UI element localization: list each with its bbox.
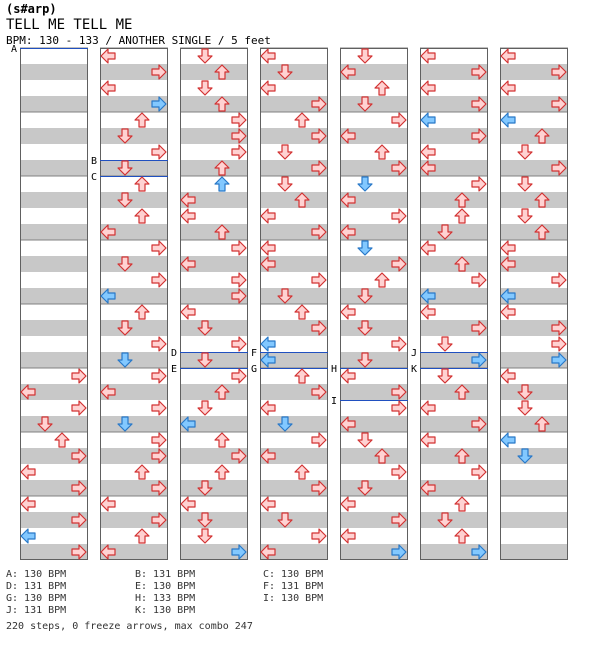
step-arrow-left-icon [261,337,275,351]
step-arrow-up-icon [455,497,469,511]
step-arrow-left-icon [501,81,515,95]
step-arrow-left-icon [181,497,195,511]
step-arrow-up-icon [215,465,229,479]
step-arrow-right-icon [152,145,166,159]
step-arrow-right-icon [392,401,406,415]
step-arrow-up-icon [375,145,389,159]
step-arrow-left-icon [501,369,515,383]
step-arrow-left-icon [181,209,195,223]
bpm-entry: F: 131 BPM [263,581,324,592]
bpm-entry: A: 130 BPM [6,569,67,580]
step-arrow-left-icon [181,305,195,319]
step-arrow-left-icon [501,305,515,319]
step-arrow-right-icon [392,209,406,223]
step-arrow-left-icon [341,529,355,543]
step-arrow-right-icon [472,177,486,191]
step-arrow-left-icon [421,81,435,95]
step-arrow-left-icon [21,465,35,479]
bpm-entry: K: 130 BPM [135,605,196,616]
section-label: J [411,348,418,359]
bpm-entry: I: 130 BPM [263,593,324,604]
step-arrow-right-icon [312,433,326,447]
step-arrow-up-icon [135,305,149,319]
step-arrow-left-icon [261,209,275,223]
step-arrow-right-icon [232,273,246,287]
step-arrow-left-icon [421,113,435,127]
step-arrow-right-icon [152,433,166,447]
step-summary: 220 steps, 0 freeze arrows, max combo 247 [6,621,253,632]
step-arrow-right-icon [72,369,86,383]
bpm-entry: H: 133 BPM [135,593,196,604]
step-arrow-down-icon [518,177,532,191]
bpm-entry: E: 130 BPM [135,581,196,592]
step-arrow-right-icon [552,337,566,351]
step-arrow-up-icon [295,113,309,127]
chart-column [180,48,248,560]
step-arrow-down-icon [518,401,532,415]
step-arrow-down-icon [518,209,532,223]
step-arrow-left-icon [421,305,435,319]
step-arrow-left-icon [101,49,115,63]
step-arrow-down-icon [198,81,212,95]
chart-subtitle: BPM: 130 - 133 / ANOTHER SINGLE / 5 feet [6,34,271,47]
step-arrow-up-icon [455,209,469,223]
bpm-entry: J: 131 BPM [6,605,67,616]
step-arrow-left-icon [341,497,355,511]
step-arrow-right-icon [232,113,246,127]
step-arrow-up-icon [135,177,149,191]
step-arrow-down-icon [358,433,372,447]
step-arrow-left-icon [421,145,435,159]
step-arrow-down-icon [438,369,452,383]
step-arrow-right-icon [152,337,166,351]
step-arrow-down-icon [358,241,372,255]
step-arrow-down-icon [438,337,452,351]
bpm-entry: G: 130 BPM [6,593,67,604]
step-arrow-down-icon [198,529,212,543]
step-arrow-up-icon [295,305,309,319]
step-arrow-left-icon [101,81,115,95]
step-arrow-left-icon [421,49,435,63]
step-arrow-right-icon [472,465,486,479]
step-arrow-up-icon [215,433,229,447]
step-arrow-up-icon [135,529,149,543]
step-arrow-right-icon [152,401,166,415]
step-arrow-up-icon [295,369,309,383]
step-arrow-down-icon [358,177,372,191]
step-arrow-right-icon [552,273,566,287]
step-arrow-left-icon [261,497,275,511]
section-label: A [11,44,18,55]
step-arrow-down-icon [198,401,212,415]
step-arrow-right-icon [232,145,246,159]
step-arrow-up-icon [135,209,149,223]
step-arrow-right-icon [472,273,486,287]
step-arrow-left-icon [501,113,515,127]
step-arrow-left-icon [421,401,435,415]
step-arrow-up-icon [375,273,389,287]
section-label: H [331,364,338,375]
step-arrow-left-icon [421,433,435,447]
step-arrow-left-icon [341,369,355,383]
step-arrow-right-icon [152,369,166,383]
section-label: F [251,348,258,359]
step-arrow-left-icon [21,497,35,511]
step-arrow-down-icon [278,177,292,191]
section-label: E [171,364,178,375]
step-arrow-up-icon [375,81,389,95]
step-arrow-right-icon [152,241,166,255]
chart-column [100,48,168,560]
step-arrow-left-icon [261,241,275,255]
step-arrow-up-icon [455,529,469,543]
section-label: B [91,156,98,167]
step-arrow-left-icon [501,241,515,255]
step-arrow-up-icon [295,465,309,479]
song-title: TELL ME TELL ME [6,17,133,33]
step-arrow-left-icon [261,49,275,63]
step-arrow-right-icon [392,113,406,127]
step-arrow-right-icon [312,529,326,543]
section-label: K [411,364,418,375]
step-arrow-left-icon [21,529,35,543]
step-arrow-left-icon [261,401,275,415]
section-label: C [91,172,98,183]
step-arrow-left-icon [501,433,515,447]
step-arrow-down-icon [358,49,372,63]
artist-name: (s#arp) [6,2,57,16]
chart-column [500,48,568,560]
step-arrow-down-icon [198,49,212,63]
step-arrow-right-icon [392,337,406,351]
step-arrow-right-icon [72,401,86,415]
step-arrow-up-icon [135,113,149,127]
step-arrow-right-icon [232,337,246,351]
step-arrow-left-icon [421,241,435,255]
step-arrow-right-icon [232,369,246,383]
step-arrow-left-icon [261,81,275,95]
step-arrow-up-icon [135,465,149,479]
step-arrow-down-icon [518,145,532,159]
step-arrow-right-icon [232,241,246,255]
bpm-entry: D: 131 BPM [6,581,67,592]
section-label: D [171,348,178,359]
step-arrow-left-icon [501,49,515,63]
section-label: G [251,364,258,375]
section-label: I [331,396,338,407]
step-arrow-up-icon [55,433,69,447]
step-arrow-right-icon [392,465,406,479]
chart-column [20,48,88,560]
step-arrow-up-icon [215,177,229,191]
chart-column [260,48,328,560]
chart-column [420,48,488,560]
step-arrow-right-icon [312,273,326,287]
step-arrow-down-icon [278,145,292,159]
step-arrow-left-icon [341,305,355,319]
bpm-entry: B: 131 BPM [135,569,196,580]
step-arrow-left-icon [101,497,115,511]
bpm-entry: C: 130 BPM [263,569,324,580]
step-arrow-right-icon [152,273,166,287]
chart-column [340,48,408,560]
